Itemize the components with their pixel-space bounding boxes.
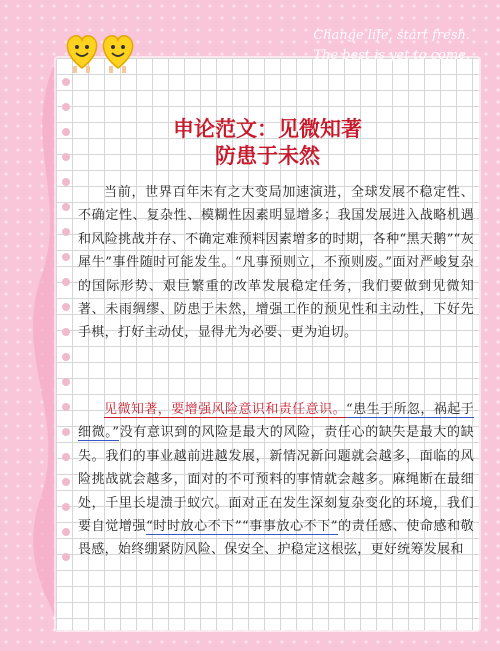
title-line-2: 防患于未然 <box>215 143 320 168</box>
paragraph-2-text-1: 没有意识到的风险是最大的风险，责任心的缺失是最大的缺失。我们的事业越前进越发展，新情况新问题就会越多，面临的风险挑战就会越多，面对的不可预料的事情就会越多。麻绳断在最细处，千里长堤溃于蚁穴。面对正在发生深刻复杂变化的环境，我们要自觉增强 <box>78 425 474 535</box>
paragraph-2-phrase-2: “事事放心不下” <box>241 519 338 535</box>
paragraph-2 <box>78 398 474 562</box>
slogan-line-2: The best is yet to come. <box>313 48 470 63</box>
paragraph-2-heading: 见微知著，要增强风险意识和责任意识。 <box>104 402 347 417</box>
smiley-hearts-icon <box>62 28 142 74</box>
title-line-1: 申论范文：见微知著 <box>173 116 362 141</box>
slogan-line-1: Change life, start fresh. <box>313 28 470 43</box>
paragraph-2-quote: “患生于所忽，祸起于细微。” <box>78 402 474 441</box>
paragraph-1: 当前，世界百年未有之大变局加速演进，全球发展不稳定性、不确定性、复杂性、模糊性因素明显增多；我国发展进入战略机遇和风险挑战并存、不确定难预料因素增多的时期，各种“黑天鹅”“灰犀牛”事件随时可能发生。“凡事预则立，不预则废。”面对严峻复杂的国际形势、艰巨繁重的改革发展稳定任务，我们要做到见微知著、未雨绸缪、防患于未然，增强工作的预见性和主动性，下好先手棋，打好主动仗，显得尤为必要、更为迫切。 <box>78 185 474 341</box>
slogan <box>313 26 470 66</box>
paragraph-2-phrase-1: “时时放心不下” <box>146 519 242 535</box>
paragraph-2-text-2: 的责任感、使命感和敬畏感，始终绷紧防风险、保安全、护稳定这根弦，更好统筹发展和 <box>78 519 474 558</box>
